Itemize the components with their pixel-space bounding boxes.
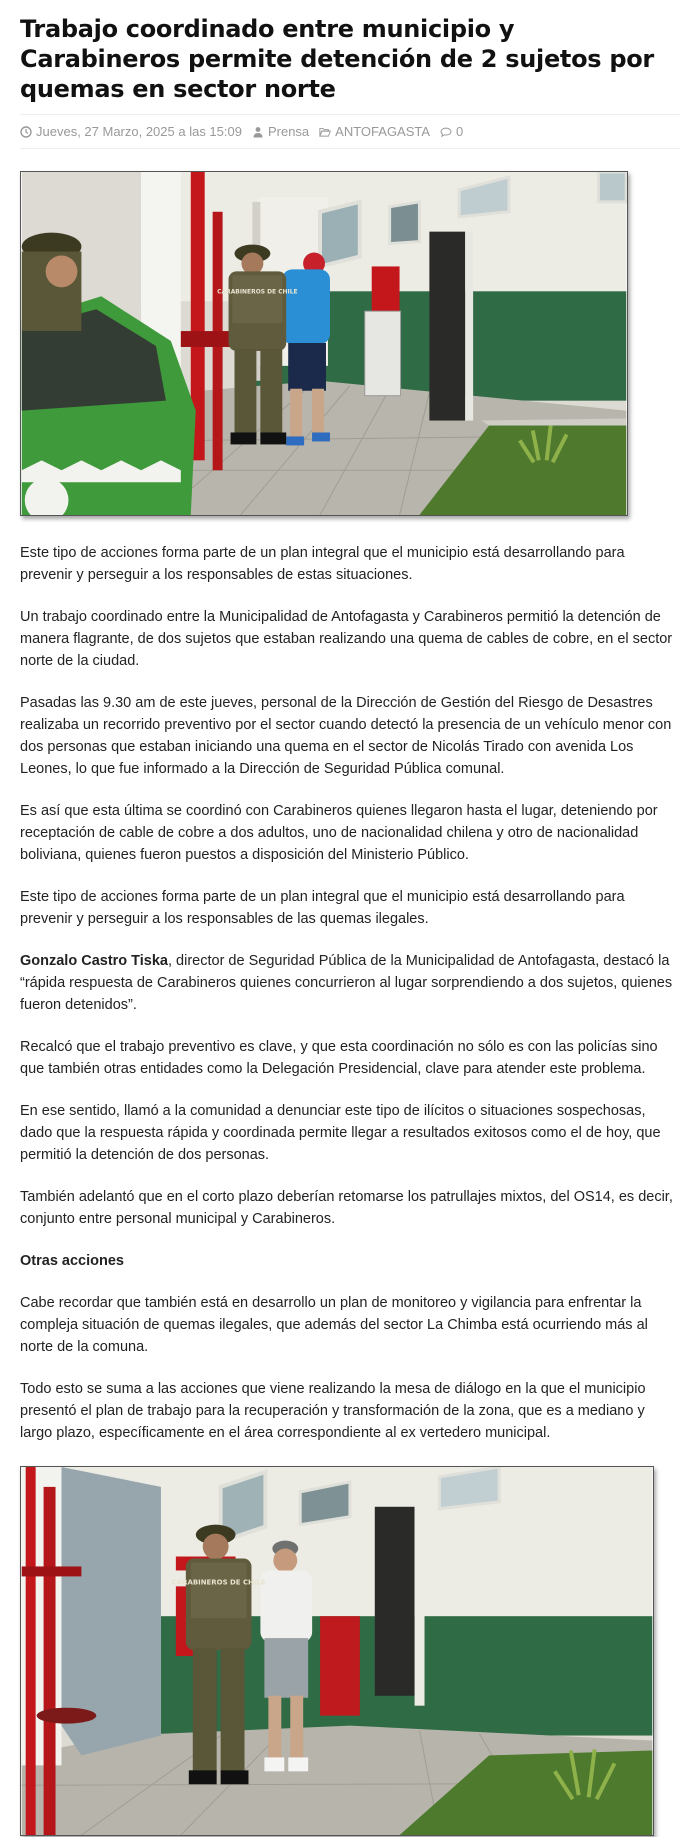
- meta-category[interactable]: [319, 124, 430, 139]
- folder-open-icon: [319, 126, 331, 138]
- comment-icon: [440, 126, 452, 138]
- meta-comments[interactable]: [440, 124, 463, 139]
- paragraph-8: También adelantó que en el corto plazo deberían retomarse los patrullajes mixtos, del OS14, es decir, conjunto entre personal municipal y Carabineros.: [20, 1189, 673, 1227]
- quote-name: Gonzalo Castro Tiska: [20, 953, 168, 969]
- quote-text: , director de Seguridad Pública de la Municipalidad de Antofagasta, destacó la “rápida respuesta de Carabineros quienes concurrieron al lugar sorprendiendo a dos sujetos, quienes fueron detenidos”.: [20, 953, 673, 1013]
- user-icon: [252, 126, 264, 138]
- article-photo-arrest: [20, 171, 628, 516]
- paragraph-6: Recalcó que el trabajo preventivo es clave, y que esta coordinación no sólo es con las policías sino que también otras entidades como la Delegación Presidencial, clave para atender este problema.: [20, 1039, 658, 1077]
- meta-category-link[interactable]: ANTOFAGASTA: [335, 124, 431, 139]
- meta-author-link[interactable]: Prensa: [267, 124, 310, 139]
- paragraph-10: Todo esto se suma a las acciones que viene realizando la mesa de diálogo en la que el municipio presentó el plan de trabajo para la recuperación y transformación de la zona, que es a mediano y largo plazo, específicamente en el área correspondiente al ex vertedero municipal.: [20, 1381, 646, 1441]
- vest-label-1: CARABINEROS DE CHILE: [217, 288, 298, 296]
- meta-comments-link[interactable]: 0: [456, 124, 464, 139]
- meta-date-text: Jueves, 27 Marzo, 2025 a las 15:09: [36, 124, 242, 139]
- clock-icon: [20, 126, 32, 138]
- paragraph-5: Este tipo de acciones forma parte de un plan integral que el municipio está desarrollando para prevenir y perseguir a los responsables de las quemas ilegales.: [20, 889, 625, 927]
- paragraph-quote: [20, 950, 680, 1016]
- vest-label-2: CARABINEROS DE CHILE: [171, 1578, 266, 1587]
- article-title: Trabajo coordinado entre municipio y Carabineros permite detención de 2 sujetos por quemas en sector norte: [20, 15, 654, 103]
- paragraph-3: Pasadas las 9.30 am de este jueves, personal de la Dirección de Gestión del Riesgo de Desastres realizaba un recorrido preventivo por el sector cuando detectó la presencia de un vehículo menor con dos personas que estaban iniciando una quema en el sector de Nicolás Tirado con avenida Los Leones, lo que fue informado a la Dirección de Seguridad Pública comunal.: [20, 695, 672, 777]
- paragraph-1: Este tipo de acciones forma parte de un plan integral que el municipio está desarrollando para prevenir y perseguir a los responsables de estas situaciones.: [20, 545, 625, 583]
- article-photo-escort: [20, 1466, 654, 1836]
- meta-date: [20, 124, 242, 139]
- paragraph-2: Un trabajo coordinado entre la Municipalidad de Antofagasta y Carabineros permitió la detención de manera flagrante, de dos sujetos que estaban realizando una quema de cables de cobre, en el sector norte de la ciudad.: [20, 609, 673, 669]
- paragraph-9: Cabe recordar que también está en desarrollo un plan de monitoreo y vigilancia para enfrentar la compleja situación de quemas ilegales, que además del sector La Chimba está ocurriendo más al norte de la comuna.: [20, 1295, 648, 1355]
- meta-author[interactable]: [252, 124, 309, 139]
- subheading-otras-acciones: Otras acciones: [20, 1253, 124, 1269]
- paragraph-7: En ese sentido, llamó a la comunidad a denunciar este tipo de ilícitos o situaciones sospechosas, dado que la respuesta rápida y coordinada permite llegar a resultados exitosos como el de hoy, que permitió la detención de dos personas.: [20, 1103, 661, 1163]
- article-meta: [20, 114, 680, 149]
- paragraph-4: Es así que esta última se coordinó con Carabineros quienes llegaron hasta el lugar, deteniendo por receptación de cable de cobre a dos adultos, uno de nacionalidad chilena y otro de nacionalidad boliviana, quienes fueron puestos a disposición del Ministerio Público.: [20, 803, 658, 863]
